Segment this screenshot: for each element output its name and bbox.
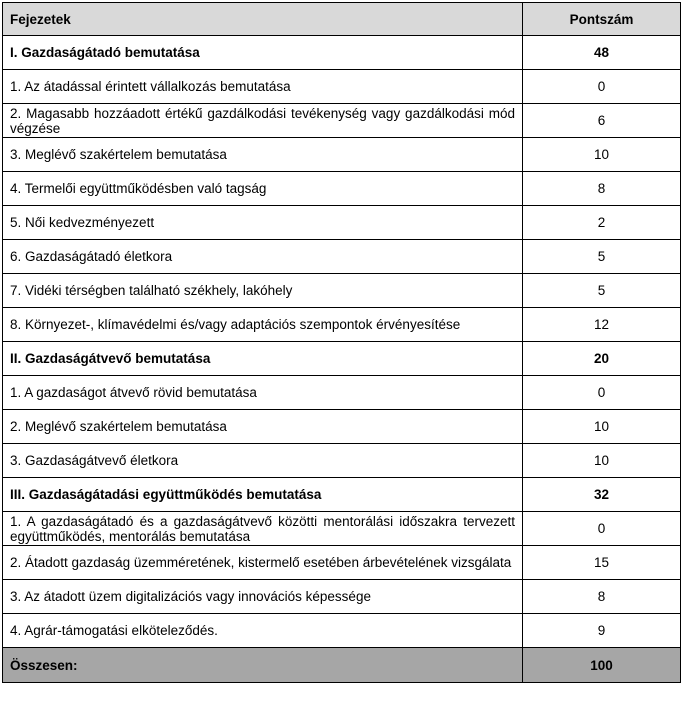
table-row xyxy=(3,410,681,444)
table-body xyxy=(3,36,681,648)
criterion-points: 9 xyxy=(523,614,681,648)
criterion-label: 6. Gazdaságátadó életkora xyxy=(3,240,523,274)
criterion-label: 2. Magasabb hozzáadott értékű gazdálkodási tevékenység vagy gazdálkodási mód végzése xyxy=(3,104,523,138)
table-row xyxy=(3,546,681,580)
criterion-label: 4. Agrár-támogatási elköteleződés. xyxy=(3,614,523,648)
criterion-label: 1. Az átadással érintett vállalkozás bemutatása xyxy=(3,70,523,104)
section-row xyxy=(3,478,681,512)
table-row xyxy=(3,444,681,478)
criterion-points: 12 xyxy=(523,308,681,342)
criterion-label: 1. A gazdaságátadó és a gazdaságátvevő közötti mentorálási időszakra tervezett együttműködés, mentorálás bemutatása xyxy=(3,512,523,546)
criterion-points: 10 xyxy=(523,410,681,444)
table-row xyxy=(3,138,681,172)
criterion-points: 10 xyxy=(523,138,681,172)
criterion-points: 10 xyxy=(523,444,681,478)
criterion-label: 4. Termelői együttműködésben való tagság xyxy=(3,172,523,206)
table-row xyxy=(3,206,681,240)
section-title: II. Gazdaságátvevő bemutatása xyxy=(3,342,523,376)
criterion-label: 1. A gazdaságot átvevő rövid bemutatása xyxy=(3,376,523,410)
criterion-label: 8. Környezet-, klímavédelmi és/vagy adaptációs szempontok érvényesítése xyxy=(3,308,523,342)
table-row xyxy=(3,308,681,342)
criterion-label: 5. Női kedvezményezett xyxy=(3,206,523,240)
header-chapters: Fejezetek xyxy=(3,3,523,36)
criterion-points: 2 xyxy=(523,206,681,240)
criterion-points: 0 xyxy=(523,376,681,410)
criterion-points: 15 xyxy=(523,546,681,580)
criterion-label: 2. Meglévő szakértelem bemutatása xyxy=(3,410,523,444)
score-table xyxy=(2,2,681,683)
criterion-label: 3. Gazdaságátvevő életkora xyxy=(3,444,523,478)
criterion-label: 7. Vidéki térségben található székhely, lakóhely xyxy=(3,274,523,308)
section-row xyxy=(3,342,681,376)
section-title: III. Gazdaságátadási együttműködés bemutatása xyxy=(3,478,523,512)
table-row xyxy=(3,614,681,648)
header-points: Pontszám xyxy=(523,3,681,36)
criterion-label: 2. Átadott gazdaság üzemméretének, kistermelő esetében árbevételének vizsgálata xyxy=(3,546,523,580)
total-points: 100 xyxy=(523,648,681,683)
section-title: I. Gazdaságátadó bemutatása xyxy=(3,36,523,70)
criterion-points: 5 xyxy=(523,240,681,274)
section-points: 32 xyxy=(523,478,681,512)
section-points: 20 xyxy=(523,342,681,376)
criterion-points: 8 xyxy=(523,580,681,614)
total-row xyxy=(3,648,681,683)
table-header-row xyxy=(3,3,681,36)
criterion-points: 0 xyxy=(523,70,681,104)
table-row xyxy=(3,240,681,274)
table-row xyxy=(3,580,681,614)
criterion-points: 8 xyxy=(523,172,681,206)
criterion-points: 6 xyxy=(523,104,681,138)
section-row xyxy=(3,36,681,70)
criterion-label: 3. Az átadott üzem digitalizációs vagy innovációs képessége xyxy=(3,580,523,614)
criterion-points: 0 xyxy=(523,512,681,546)
table-row xyxy=(3,104,681,138)
table-row xyxy=(3,376,681,410)
criterion-points: 5 xyxy=(523,274,681,308)
table-row xyxy=(3,512,681,546)
criterion-label: 3. Meglévő szakértelem bemutatása xyxy=(3,138,523,172)
table-row xyxy=(3,274,681,308)
total-label: Összesen: xyxy=(3,648,523,683)
table-row xyxy=(3,172,681,206)
section-points: 48 xyxy=(523,36,681,70)
table-row xyxy=(3,70,681,104)
